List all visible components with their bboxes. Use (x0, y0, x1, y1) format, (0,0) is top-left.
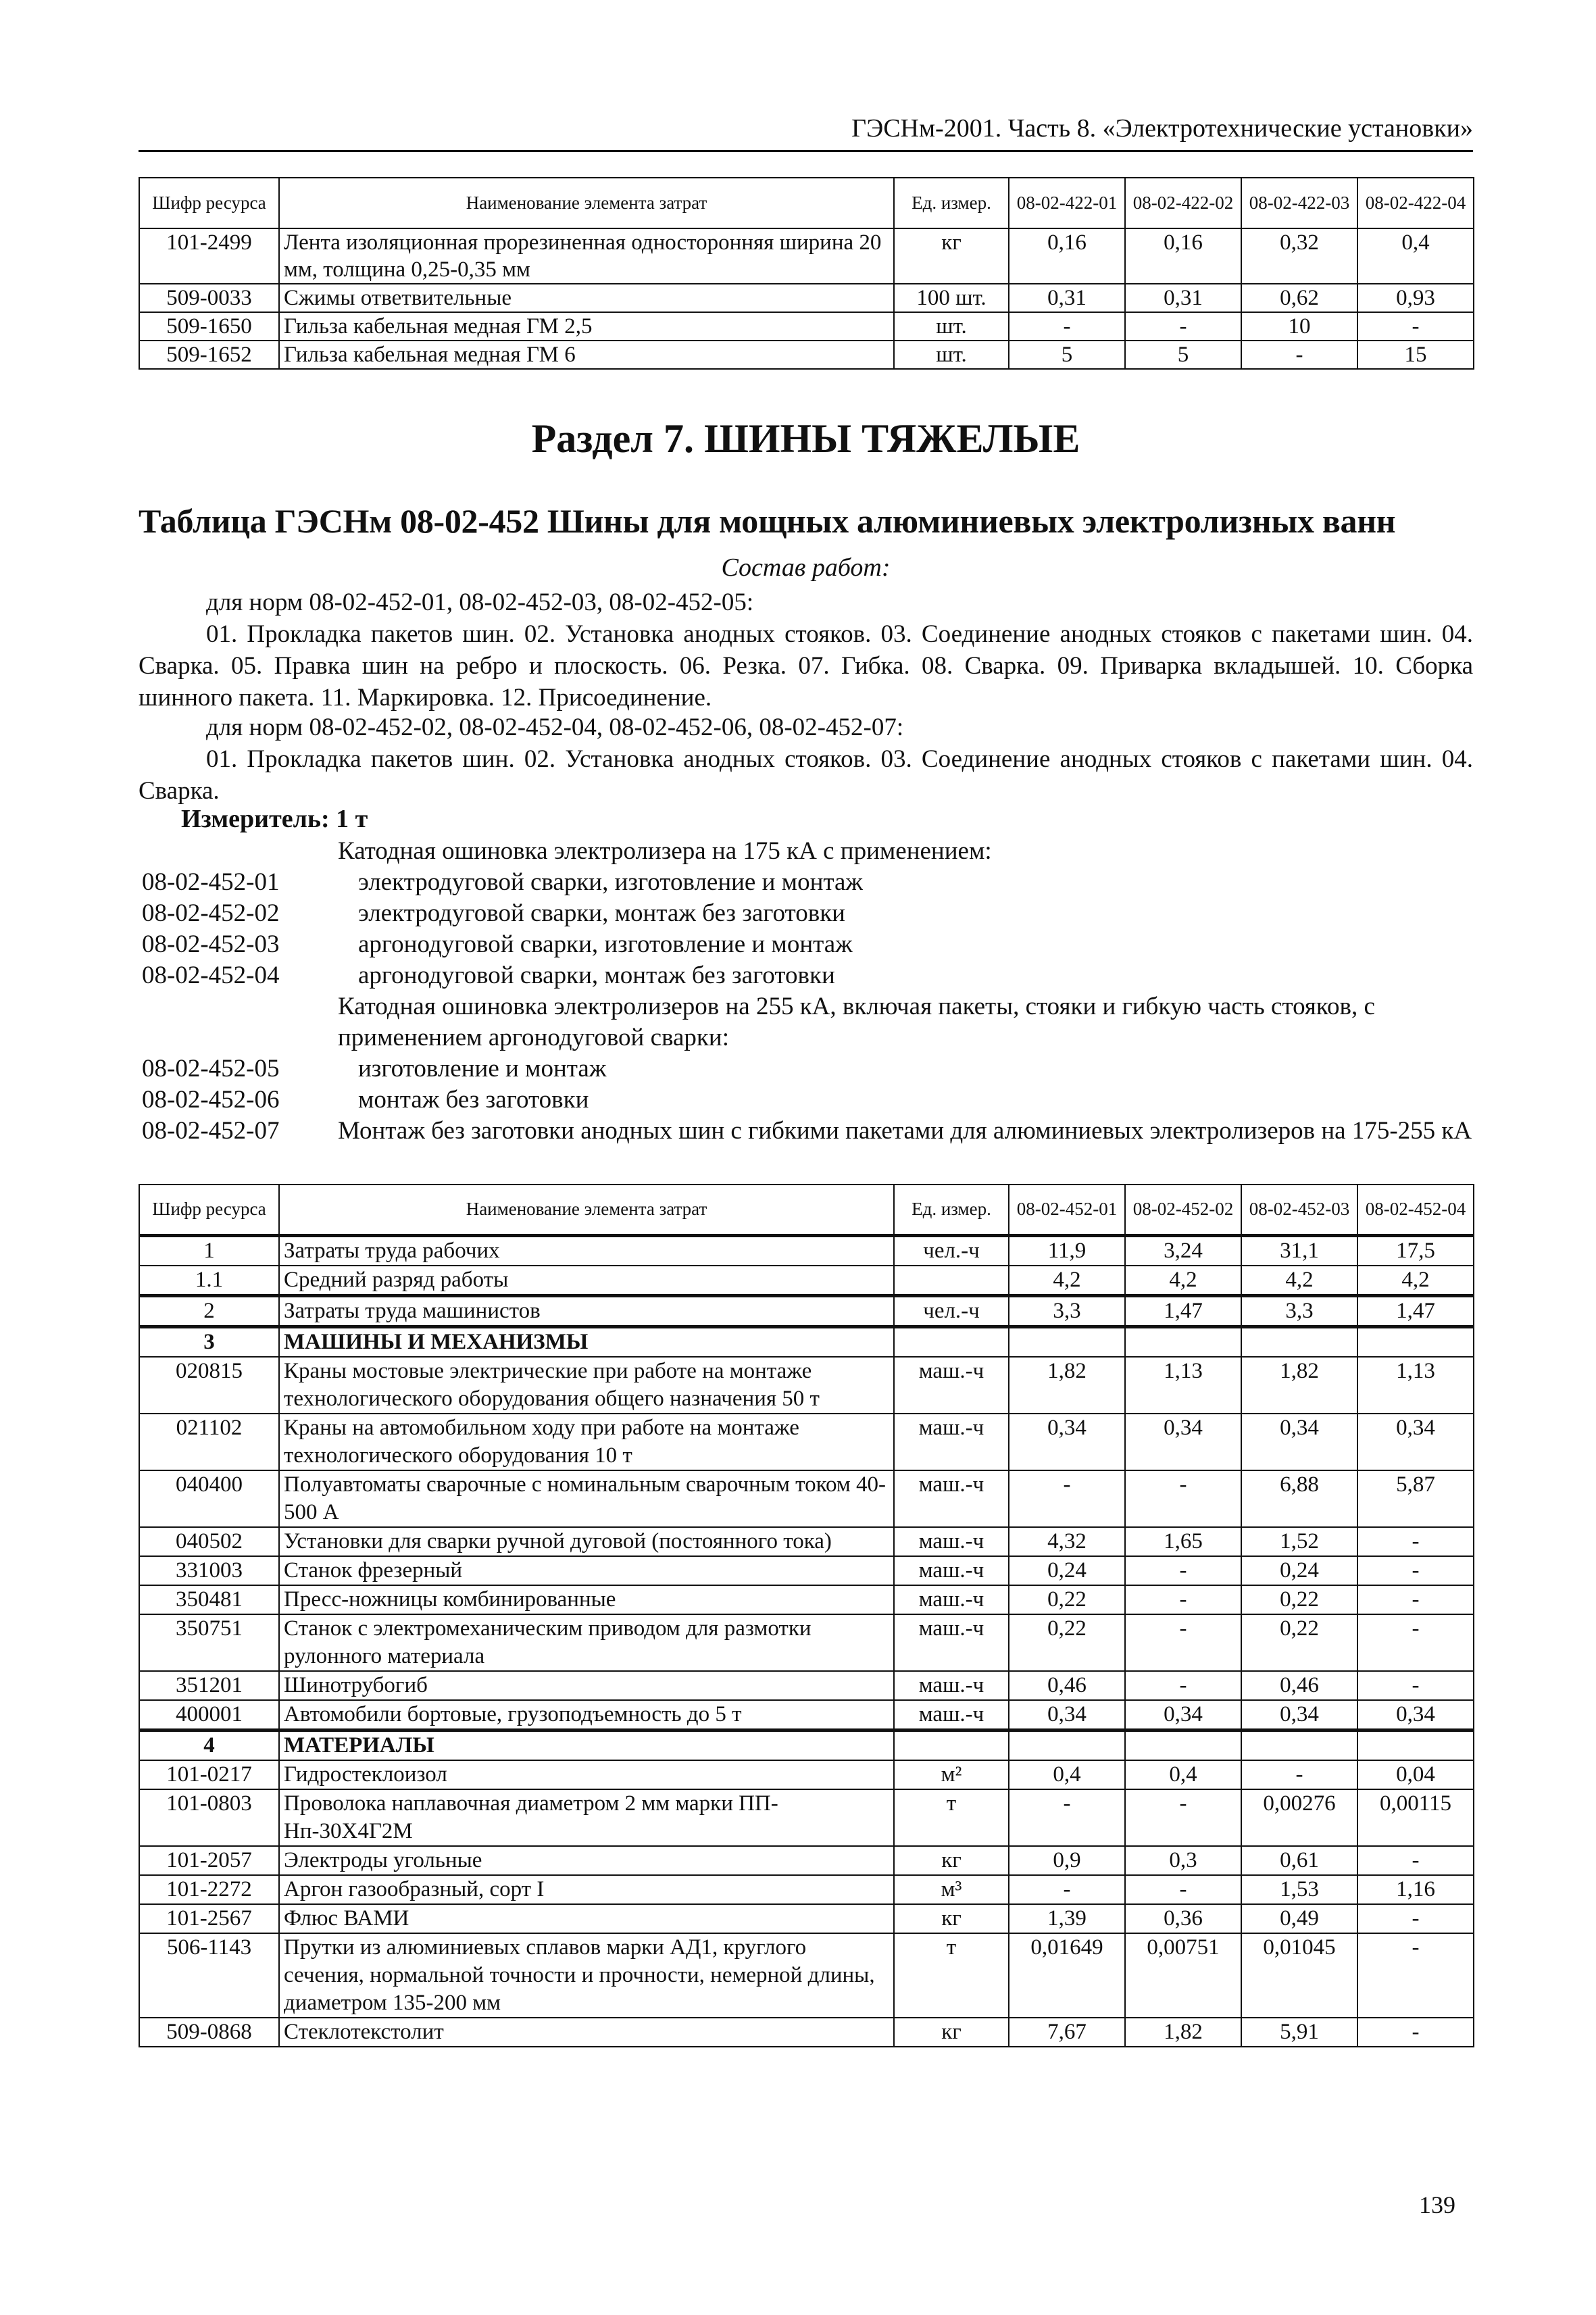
cell-value: 5,87 (1357, 1470, 1474, 1527)
cell-value: 31,1 (1241, 1235, 1357, 1266)
table-row (139, 1875, 1474, 1904)
cell-name: Аргон газообразный, сорт I (279, 1875, 894, 1904)
cell-value: 4,2 (1009, 1266, 1125, 1296)
cell-code: 509-0033 (139, 284, 279, 312)
cell-value (1009, 1730, 1125, 1760)
cell-value: 0,34 (1241, 1700, 1357, 1731)
table-row (139, 1760, 1474, 1789)
cell-unit: маш.-ч (894, 1470, 1009, 1527)
cell-value: - (1125, 312, 1241, 341)
cell-value: 0,16 (1125, 228, 1241, 284)
cell-name: Затраты труда рабочих (279, 1235, 894, 1266)
cell-unit: кг (894, 1846, 1009, 1875)
cell-code: 040400 (139, 1470, 279, 1527)
table-row (139, 284, 1474, 312)
norm-description: аргонодуговой сварки, монтаж без заготовки (358, 962, 835, 989)
cell-value: 1,13 (1357, 1357, 1474, 1414)
cell-name: Стеклотекстолит (279, 2018, 894, 2047)
column-header: 08-02-452-02 (1125, 1185, 1241, 1235)
cell-value: 0,31 (1125, 284, 1241, 312)
cell-value: - (1125, 1671, 1241, 1700)
cell-value: 1,53 (1241, 1875, 1357, 1904)
cell-value (1125, 1730, 1241, 1760)
norm-description: электродуговой сварки, изготовление и монтаж (358, 868, 863, 896)
cell-unit: шт. (894, 341, 1009, 369)
cell-name: Лента изоляционная прорезиненная односторонняя ширина 20 мм, толщина 0,25-0,35 мм (279, 228, 894, 284)
table-row (139, 1235, 1474, 1266)
cell-value: 0,9 (1009, 1846, 1125, 1875)
cell-name: Гидростеклоизол (279, 1760, 894, 1789)
cathode-175-heading: Катодная ошиновка электролизера на 175 кА с применением: (338, 837, 992, 865)
table-row (139, 312, 1474, 341)
cell-value: 5 (1009, 341, 1125, 369)
norm-code: 08-02-452-03 (142, 930, 280, 958)
cell-value: 0,4 (1009, 1760, 1125, 1789)
cell-name: Станок фрезерный (279, 1556, 894, 1585)
cell-unit: маш.-ч (894, 1556, 1009, 1585)
cell-value: 0,00751 (1125, 1933, 1241, 2018)
cell-value: - (1009, 1789, 1125, 1846)
table-row (139, 1904, 1474, 1933)
cell-code: 101-0217 (139, 1760, 279, 1789)
table-row (139, 1295, 1474, 1326)
cell-code: 350751 (139, 1614, 279, 1671)
cell-name: Шинотрубогиб (279, 1671, 894, 1700)
cell-name: Полуавтоматы сварочные с номинальным сварочным током 40-500 А (279, 1470, 894, 1527)
cell-value: - (1357, 2018, 1474, 2047)
cell-value: 1,82 (1241, 1357, 1357, 1414)
cell-code: 101-2272 (139, 1875, 279, 1904)
cell-name: Установки для сварки ручной дуговой (постоянного тока) (279, 1527, 894, 1556)
table-header-row (139, 178, 1474, 228)
cell-value: 0,00115 (1357, 1789, 1474, 1846)
column-header: 08-02-452-01 (1009, 1185, 1125, 1235)
cell-unit: маш.-ч (894, 1671, 1009, 1700)
cell-value (1009, 1326, 1125, 1357)
cell-code: 506-1143 (139, 1933, 279, 2018)
cell-value: 3,3 (1241, 1295, 1357, 1326)
cell-value: - (1357, 1846, 1474, 1875)
cell-value: 17,5 (1357, 1235, 1474, 1266)
norm-code: 08-02-452-01 (142, 868, 280, 896)
cell-value: 0,34 (1125, 1414, 1241, 1470)
cell-value: 0,46 (1241, 1671, 1357, 1700)
cell-name: Средний разряд работы (279, 1266, 894, 1296)
cell-unit: маш.-ч (894, 1527, 1009, 1556)
cell-value: - (1357, 312, 1474, 341)
table-row (139, 1671, 1474, 1700)
column-header: 08-02-452-04 (1357, 1185, 1474, 1235)
table-row (139, 1614, 1474, 1671)
cell-value: 7,67 (1009, 2018, 1125, 2047)
cell-code: 2 (139, 1295, 279, 1326)
resources-table-452 (139, 1184, 1474, 2047)
cell-value: 0,04 (1357, 1760, 1474, 1789)
cell-value: - (1357, 1933, 1474, 2018)
column-header: Шифр ресурса (139, 178, 279, 228)
norm-code: 08-02-452-07 (142, 1117, 280, 1145)
cell-value (1241, 1730, 1357, 1760)
cell-value: - (1357, 1614, 1474, 1671)
cell-value: 11,9 (1009, 1235, 1125, 1266)
header-rule (139, 150, 1473, 152)
cell-value: 1,13 (1125, 1357, 1241, 1414)
cell-code: 101-0803 (139, 1789, 279, 1846)
column-header: Наименование элемента затрат (279, 178, 894, 228)
cathode-255-heading: Катодная ошиновка электролизеров на 255 кА, включая пакеты, стояки и гибкую часть стояков, с применением аргонодуговой сварки: (338, 993, 1375, 1051)
resources-table-422 (139, 177, 1474, 370)
cell-value: 10 (1241, 312, 1357, 341)
table-row (139, 1556, 1474, 1585)
cell-name: Затраты труда машинистов (279, 1295, 894, 1326)
cell-name: Гильза кабельная медная ГМ 6 (279, 341, 894, 369)
cell-value: 0,62 (1241, 284, 1357, 312)
cell-value: 0,61 (1241, 1846, 1357, 1875)
cell-value: 4,2 (1357, 1266, 1474, 1296)
norm-description: электродуговой сварки, монтаж без заготовки (358, 899, 845, 927)
cell-code: 351201 (139, 1671, 279, 1700)
cell-code: 1 (139, 1235, 279, 1266)
cell-name: Проволока наплавочная диаметром 2 мм марки ПП-Нп-30Х4Г2М (279, 1789, 894, 1846)
cell-value: 4,32 (1009, 1527, 1125, 1556)
table-row (139, 228, 1474, 284)
cell-unit: м³ (894, 1875, 1009, 1904)
norms-group2-intro: для норм 08-02-452-02, 08-02-452-04, 08-02-452-06, 08-02-452-07: (206, 714, 904, 741)
table-row (139, 1846, 1474, 1875)
cell-value: 0,3 (1125, 1846, 1241, 1875)
cell-value: 0,24 (1241, 1556, 1357, 1585)
cell-name: МАТЕРИАЛЫ (279, 1730, 894, 1760)
cell-value: 4,2 (1241, 1266, 1357, 1296)
cell-code: 101-2567 (139, 1904, 279, 1933)
cell-value: - (1125, 1556, 1241, 1585)
column-header: Наименование элемента затрат (279, 1185, 894, 1235)
cell-unit: маш.-ч (894, 1614, 1009, 1671)
page-number: 139 (1419, 2191, 1455, 2218)
cell-code: 3 (139, 1326, 279, 1357)
section-title: Раздел 7. ШИНЫ ТЯЖЕЛЫЕ (531, 416, 1080, 461)
table-row (139, 1357, 1474, 1414)
cell-value: 1,65 (1125, 1527, 1241, 1556)
norms-group2-text: 01. Прокладка пакетов шин. 02. Установка анодных стояков. 03. Соединение анодных стояков с пакетами шин. 04. Сварка. (139, 745, 1473, 805)
cell-name: Краны мостовые электрические при работе на монтаже технологического оборудования общего назначения 50 т (279, 1357, 894, 1414)
cell-value: 0,4 (1357, 228, 1474, 284)
norm-code: 08-02-452-02 (142, 899, 280, 927)
column-header: Ед. измер. (894, 178, 1009, 228)
cell-name: Гильза кабельная медная ГМ 2,5 (279, 312, 894, 341)
cell-code: 040502 (139, 1527, 279, 1556)
cell-unit: т (894, 1933, 1009, 2018)
cell-name: Флюс ВАМИ (279, 1904, 894, 1933)
running-header: ГЭСНм-2001. Часть 8. «Электротехнические установки» (851, 114, 1473, 143)
cell-code: 509-1650 (139, 312, 279, 341)
cell-value: 1,47 (1357, 1295, 1474, 1326)
cell-value (1241, 1326, 1357, 1357)
cell-value (1357, 1326, 1474, 1357)
cell-unit: т (894, 1789, 1009, 1846)
cell-value: 0,32 (1241, 228, 1357, 284)
cell-value: 0,31 (1009, 284, 1125, 312)
cell-value: 0,4 (1125, 1760, 1241, 1789)
cell-value: 0,34 (1357, 1700, 1474, 1731)
cell-name: Автомобили бортовые, грузоподъемность до 5 т (279, 1700, 894, 1731)
cell-value: 1,52 (1241, 1527, 1357, 1556)
cell-value: - (1241, 341, 1357, 369)
column-header: Шифр ресурса (139, 1185, 279, 1235)
cell-value: - (1009, 1470, 1125, 1527)
cell-value: - (1125, 1614, 1241, 1671)
cell-value: 0,49 (1241, 1904, 1357, 1933)
column-header: 08-02-422-03 (1241, 178, 1357, 228)
norm-description: Монтаж без заготовки анодных шин с гибкими пакетами для алюминиевых электролизеров на 175-255 кА (338, 1117, 1472, 1145)
cell-unit: кг (894, 2018, 1009, 2047)
cell-value: - (1125, 1470, 1241, 1527)
cell-value (1125, 1326, 1241, 1357)
cell-name: Пресс-ножницы комбинированные (279, 1585, 894, 1614)
work-composition-caption: Состав работ: (721, 553, 891, 582)
cell-value: 0,34 (1357, 1414, 1474, 1470)
column-header: 08-02-422-04 (1357, 178, 1474, 228)
cell-value: 1,82 (1125, 2018, 1241, 2047)
cell-value: 5,91 (1241, 2018, 1357, 2047)
table-row (139, 1730, 1474, 1760)
norm-code: 08-02-452-04 (142, 962, 280, 989)
cell-unit (894, 1730, 1009, 1760)
norms-group1-text: 01. Прокладка пакетов шин. 02. Установка анодных стояков. 03. Соединение анодных стояков с пакетами шин. 04. Сварка. 05. Правка шин на ребро и плоскость. 06. Резка. 07. Гибка. 08. Сварка. 09. Приварка вкладышей. 10. Сборка шинного пакета. 11. Маркировка. 12. Присоединение. (139, 620, 1473, 712)
cell-unit: кг (894, 228, 1009, 284)
cell-code: 509-0868 (139, 2018, 279, 2047)
cell-unit (894, 1326, 1009, 1357)
cell-code: 331003 (139, 1556, 279, 1585)
table-row (139, 341, 1474, 369)
norm-description: монтаж без заготовки (358, 1086, 589, 1114)
cell-value: 1,47 (1125, 1295, 1241, 1326)
table-row (139, 2018, 1474, 2047)
cell-value: 1,82 (1009, 1357, 1125, 1414)
cell-value: - (1357, 1527, 1474, 1556)
cell-name: Станок с электромеханическим приводом для размотки рулонного материала (279, 1614, 894, 1671)
cell-unit: маш.-ч (894, 1585, 1009, 1614)
cell-value: 0,34 (1009, 1700, 1125, 1731)
cell-value: 4,2 (1125, 1266, 1241, 1296)
cell-value: 0,46 (1009, 1671, 1125, 1700)
cell-unit: чел.-ч (894, 1235, 1009, 1266)
cell-value: - (1241, 1760, 1357, 1789)
table-row (139, 1414, 1474, 1470)
column-header: Ед. измер. (894, 1185, 1009, 1235)
cell-value: 0,24 (1009, 1556, 1125, 1585)
cell-value: 6,88 (1241, 1470, 1357, 1527)
cell-value: 0,22 (1009, 1614, 1125, 1671)
cell-value: 0,22 (1241, 1614, 1357, 1671)
table-row (139, 1326, 1474, 1357)
cell-value: - (1357, 1556, 1474, 1585)
cell-unit: маш.-ч (894, 1414, 1009, 1470)
cell-value: 0,22 (1009, 1585, 1125, 1614)
cell-value: - (1009, 312, 1125, 341)
cell-code: 400001 (139, 1700, 279, 1731)
cell-value: - (1125, 1789, 1241, 1846)
cell-code: 1.1 (139, 1266, 279, 1296)
measure-unit: Измеритель: 1 т (181, 805, 368, 833)
cell-unit: м² (894, 1760, 1009, 1789)
cell-value: 0,01045 (1241, 1933, 1357, 2018)
cell-name: Сжимы ответвительные (279, 284, 894, 312)
cell-code: 101-2057 (139, 1846, 279, 1875)
cell-value: 0,34 (1125, 1700, 1241, 1731)
cell-code: 020815 (139, 1357, 279, 1414)
table-header-row (139, 1185, 1474, 1235)
cell-value: - (1125, 1875, 1241, 1904)
cell-value: 1,39 (1009, 1904, 1125, 1933)
table-row (139, 1789, 1474, 1846)
cell-value: 3,24 (1125, 1235, 1241, 1266)
cell-value: 0,93 (1357, 284, 1474, 312)
cell-value: 0,00276 (1241, 1789, 1357, 1846)
cell-unit: шт. (894, 312, 1009, 341)
cell-unit: кг (894, 1904, 1009, 1933)
cell-value: 0,34 (1241, 1414, 1357, 1470)
cell-value: 0,34 (1009, 1414, 1125, 1470)
cell-unit (894, 1266, 1009, 1296)
norm-code: 08-02-452-06 (142, 1086, 280, 1114)
cell-value: 5 (1125, 341, 1241, 369)
cell-code: 4 (139, 1730, 279, 1760)
cell-value: 15 (1357, 341, 1474, 369)
cell-value (1357, 1730, 1474, 1760)
table-title: Таблица ГЭСНм 08-02-452 Шины для мощных алюминиевых электролизных ванн (139, 502, 1396, 540)
cell-unit: маш.-ч (894, 1700, 1009, 1731)
column-header: 08-02-422-01 (1009, 178, 1125, 228)
table-row (139, 1527, 1474, 1556)
norm-description: изготовление и монтаж (358, 1055, 607, 1082)
table-row (139, 1266, 1474, 1296)
cell-name: Краны на автомобильном ходу при работе на монтаже технологического оборудования 10 т (279, 1414, 894, 1470)
cell-value: - (1009, 1875, 1125, 1904)
table-row (139, 1700, 1474, 1731)
column-header: 08-02-422-02 (1125, 178, 1241, 228)
cell-value: 0,16 (1009, 228, 1125, 284)
cell-code: 021102 (139, 1414, 279, 1470)
norm-description: аргонодуговой сварки, изготовление и монтаж (358, 930, 853, 958)
cell-name: МАШИНЫ И МЕХАНИЗМЫ (279, 1326, 894, 1357)
cell-value: 0,01649 (1009, 1933, 1125, 2018)
cell-value: - (1357, 1671, 1474, 1700)
table-row (139, 1933, 1474, 2018)
cell-code: 350481 (139, 1585, 279, 1614)
cell-code: 101-2499 (139, 228, 279, 284)
cell-value: 3,3 (1009, 1295, 1125, 1326)
cell-value: - (1357, 1904, 1474, 1933)
cell-unit: маш.-ч (894, 1357, 1009, 1414)
cell-code: 509-1652 (139, 341, 279, 369)
norms-group1-intro: для норм 08-02-452-01, 08-02-452-03, 08-02-452-05: (206, 589, 754, 616)
cell-value: 0,36 (1125, 1904, 1241, 1933)
cell-unit: чел.-ч (894, 1295, 1009, 1326)
cell-value: 1,16 (1357, 1875, 1474, 1904)
cell-value: - (1125, 1585, 1241, 1614)
table-row (139, 1585, 1474, 1614)
table-row (139, 1470, 1474, 1527)
cell-name: Прутки из алюминиевых сплавов марки АД1, круглого сечения, нормальной точности и прочности, немерной длины, диаметром 135-200 мм (279, 1933, 894, 2018)
cell-value: - (1357, 1585, 1474, 1614)
column-header: 08-02-452-03 (1241, 1185, 1357, 1235)
cell-unit: 100 шт. (894, 284, 1009, 312)
norm-code: 08-02-452-05 (142, 1055, 280, 1082)
cell-name: Электроды угольные (279, 1846, 894, 1875)
cell-value: 0,22 (1241, 1585, 1357, 1614)
